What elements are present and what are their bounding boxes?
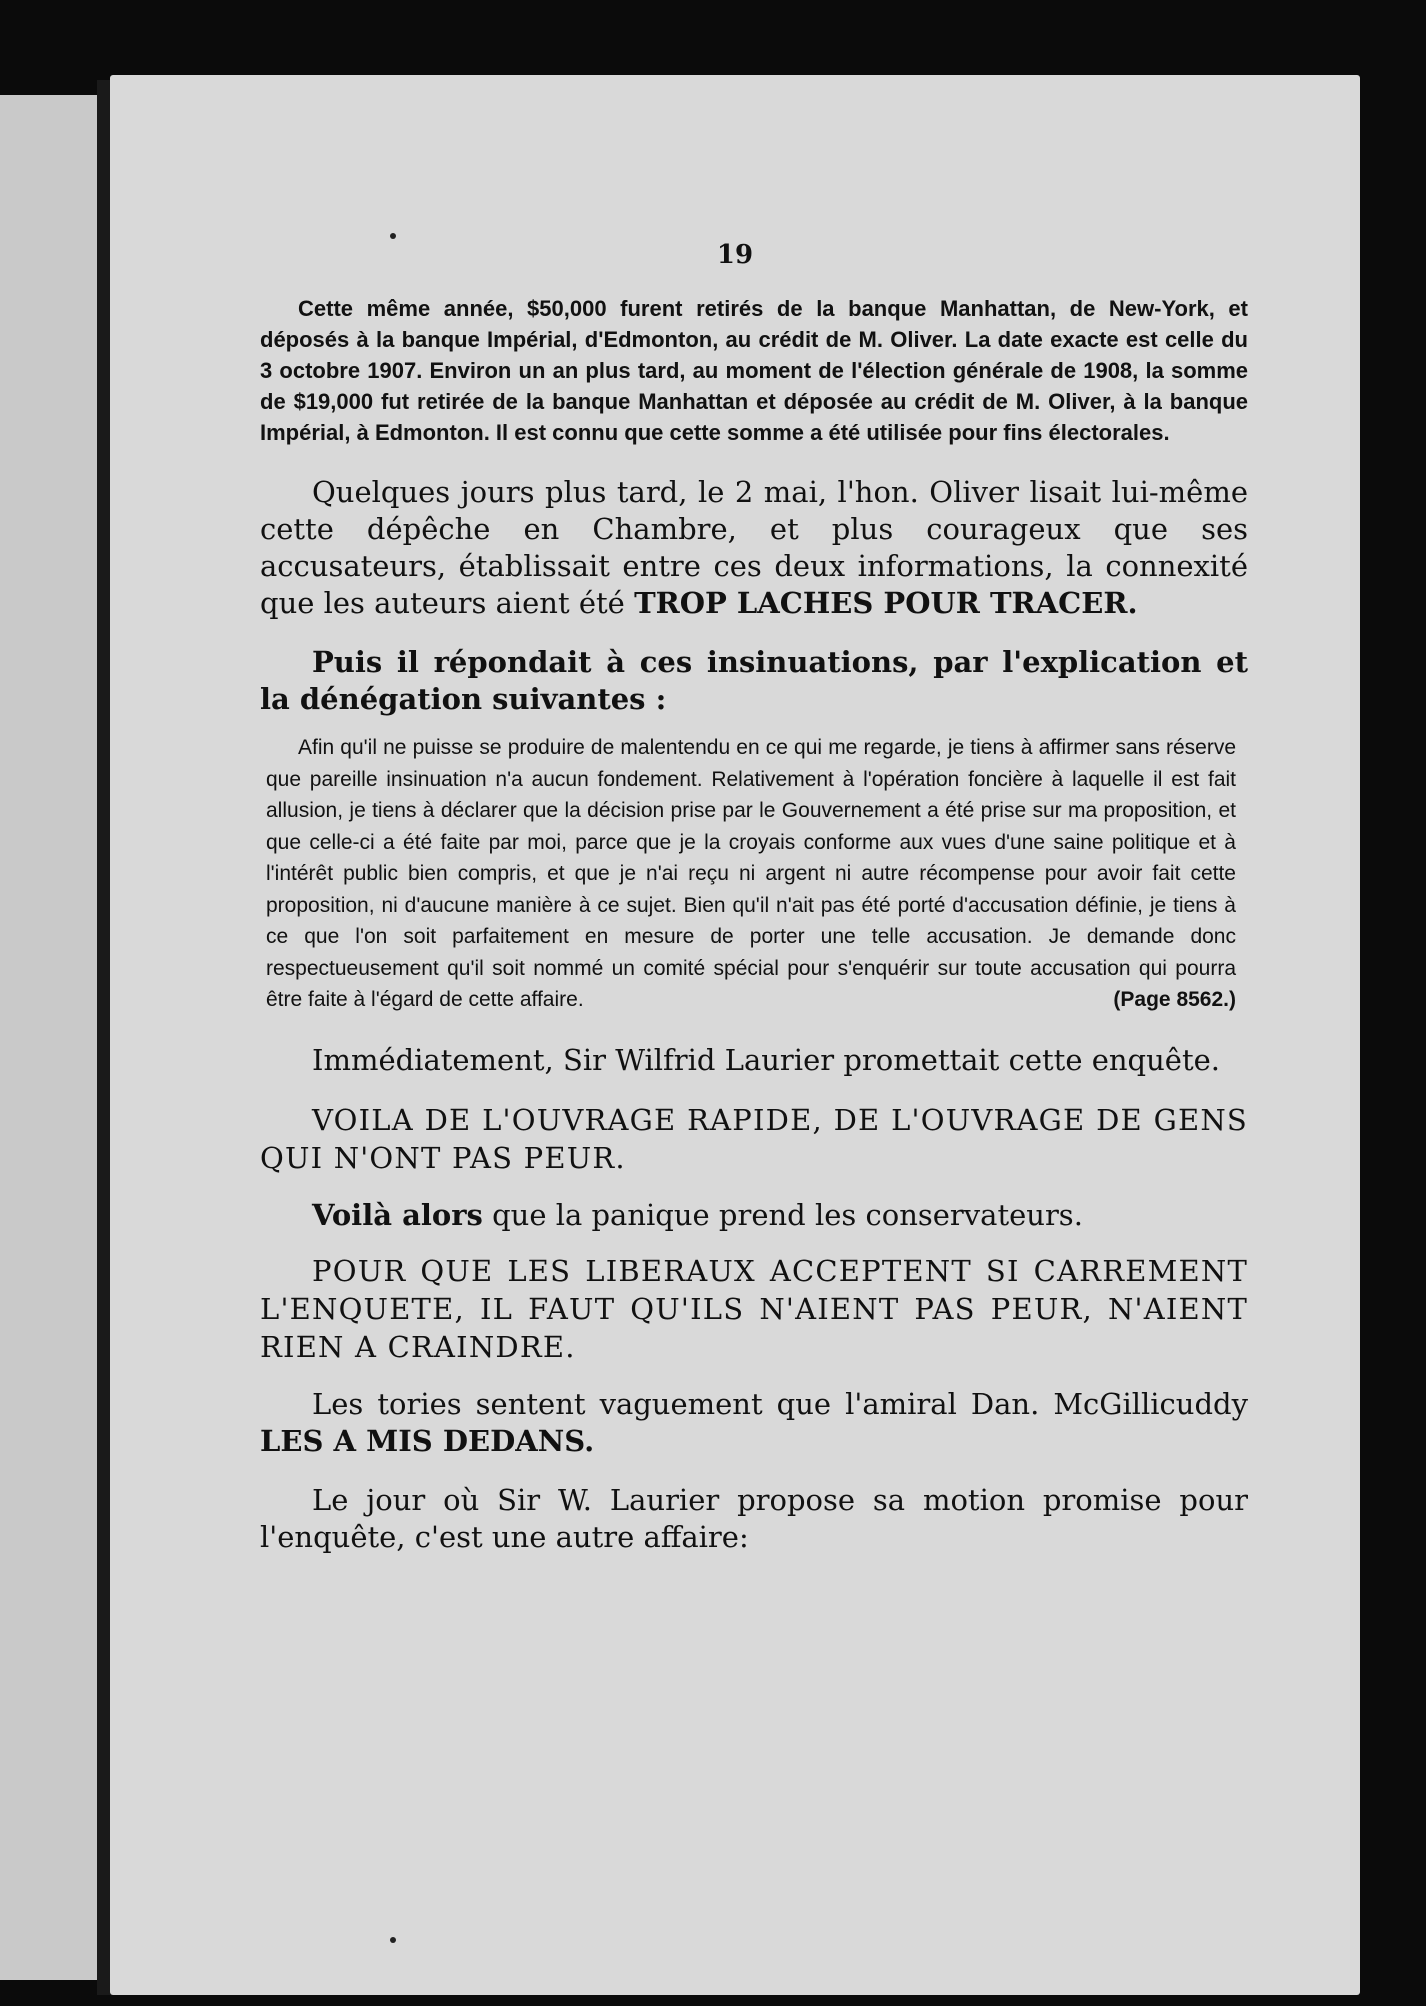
- paragraph-bank-deposits: Cette même année, $50,000 furent retirés de la banque Manhattan, de New-York, et déposés à la banque Impérial, d'Edmonton, au crédit de M. Oliver. La date exacte est celle du 3 octobre 1907. Environ un an plus tard, au moment de l'élection générale de 1908, la somme de $19,000 fut retirée de la banque Manhattan et déposée au crédit de M. Oliver, à la banque Impérial, à Edmonton. Il est connu que cette somme a été utilisée pour fins électorales.: [260, 296, 1248, 445]
- paragraph-panic-text: que la panique prend les conservateurs.: [482, 1197, 1083, 1232]
- page-reference: (Page 8562.): [1113, 988, 1236, 1011]
- paragraph-liberals-accept: POUR QUE LES LIBERAUX ACCEPTENT SI CARREMENT L'ENQUETE, IL FAUT QU'ILS N'AIENT PAS PEUR, N'AIENT RIEN A CRAINDRE.: [260, 1253, 1248, 1364]
- paragraph-reply-intro: Puis il répondait à ces insinuations, par l'explication et la dénégation suivantes :: [260, 645, 1248, 716]
- paragraph-motion: Le jour où Sir W. Laurier propose sa motion promise pour l'enquête, c'est une autre affaire:: [260, 1482, 1248, 1554]
- page-number: 19: [716, 240, 754, 270]
- paragraph-rapid-work: VOILA DE L'OUVRAGE RAPIDE, DE L'OUVRAGE DE GENS QUI N'ONT PAS PEUR.: [260, 1102, 1248, 1175]
- paragraph-panic-emphasis: Voilà alors: [312, 1197, 483, 1232]
- paragraph-oliver-emphasis: TROP LACHES POUR TRACER.: [634, 586, 1138, 620]
- paragraph-tories-text: Les tories sentent vaguement que l'amiral Dan. McGillicuddy: [312, 1386, 1248, 1421]
- speck-mark: [390, 1937, 396, 1943]
- speck-mark: [390, 233, 396, 239]
- paragraph-tories: [260, 1386, 1248, 1460]
- paragraph-oliver-text: Quelques jours plus tard, le 2 mai, l'hon. Oliver lisait lui-même cette dépêche en Chambre, et plus courageux que ses accusateurs, établissait entre ces deux informations, la connexité que les auteurs aient été: [260, 475, 1248, 620]
- paragraph-oliver-reading: [260, 474, 1248, 622]
- paragraph-laurier-promise: Immédiatement, Sir Wilfrid Laurier promettait cette enquête.: [312, 1042, 1220, 1077]
- paragraph-tories-emphasis: LES A MIS DEDANS.: [260, 1423, 595, 1458]
- page-content: [260, 293, 1248, 1578]
- quoted-statement-text: Afin qu'il ne puisse se produire de malentendu en ce qui me regarde, je tiens à affirmer sans réserve que pareille insinuation n'a aucun fondement. Relativement à l'opération foncière à laquelle il est fait allusion, je tiens à déclarer que la décision prise par le Gouvernement a été prise sur ma proposition, et que celle-ci a été faite par moi, parce que je la croyais conforme aux vues d'une saine politique et à l'intérêt public bien compris, et que je n'ai reçu ni argent ni autre récompense pour avoir fait cette proposition, ni d'aucune manière à ce sujet. Bien qu'il n'ait pas été porté d'accusation définie, je tiens à ce que l'on soit parfaitement en mesure de porter une telle accusation. Je demande donc respectueusement qu'il soit nommé un comité spécial pour s'enquérir sur toute accusation qui pourra être faite à l'égard de cette affaire.: [266, 736, 1236, 1011]
- document-page: [110, 75, 1360, 1995]
- adjacent-page-edge: [0, 95, 97, 1980]
- page-gutter-shadow: [97, 80, 111, 1995]
- paragraph-panic: [260, 1197, 1248, 1234]
- quoted-statement: [266, 732, 1236, 1016]
